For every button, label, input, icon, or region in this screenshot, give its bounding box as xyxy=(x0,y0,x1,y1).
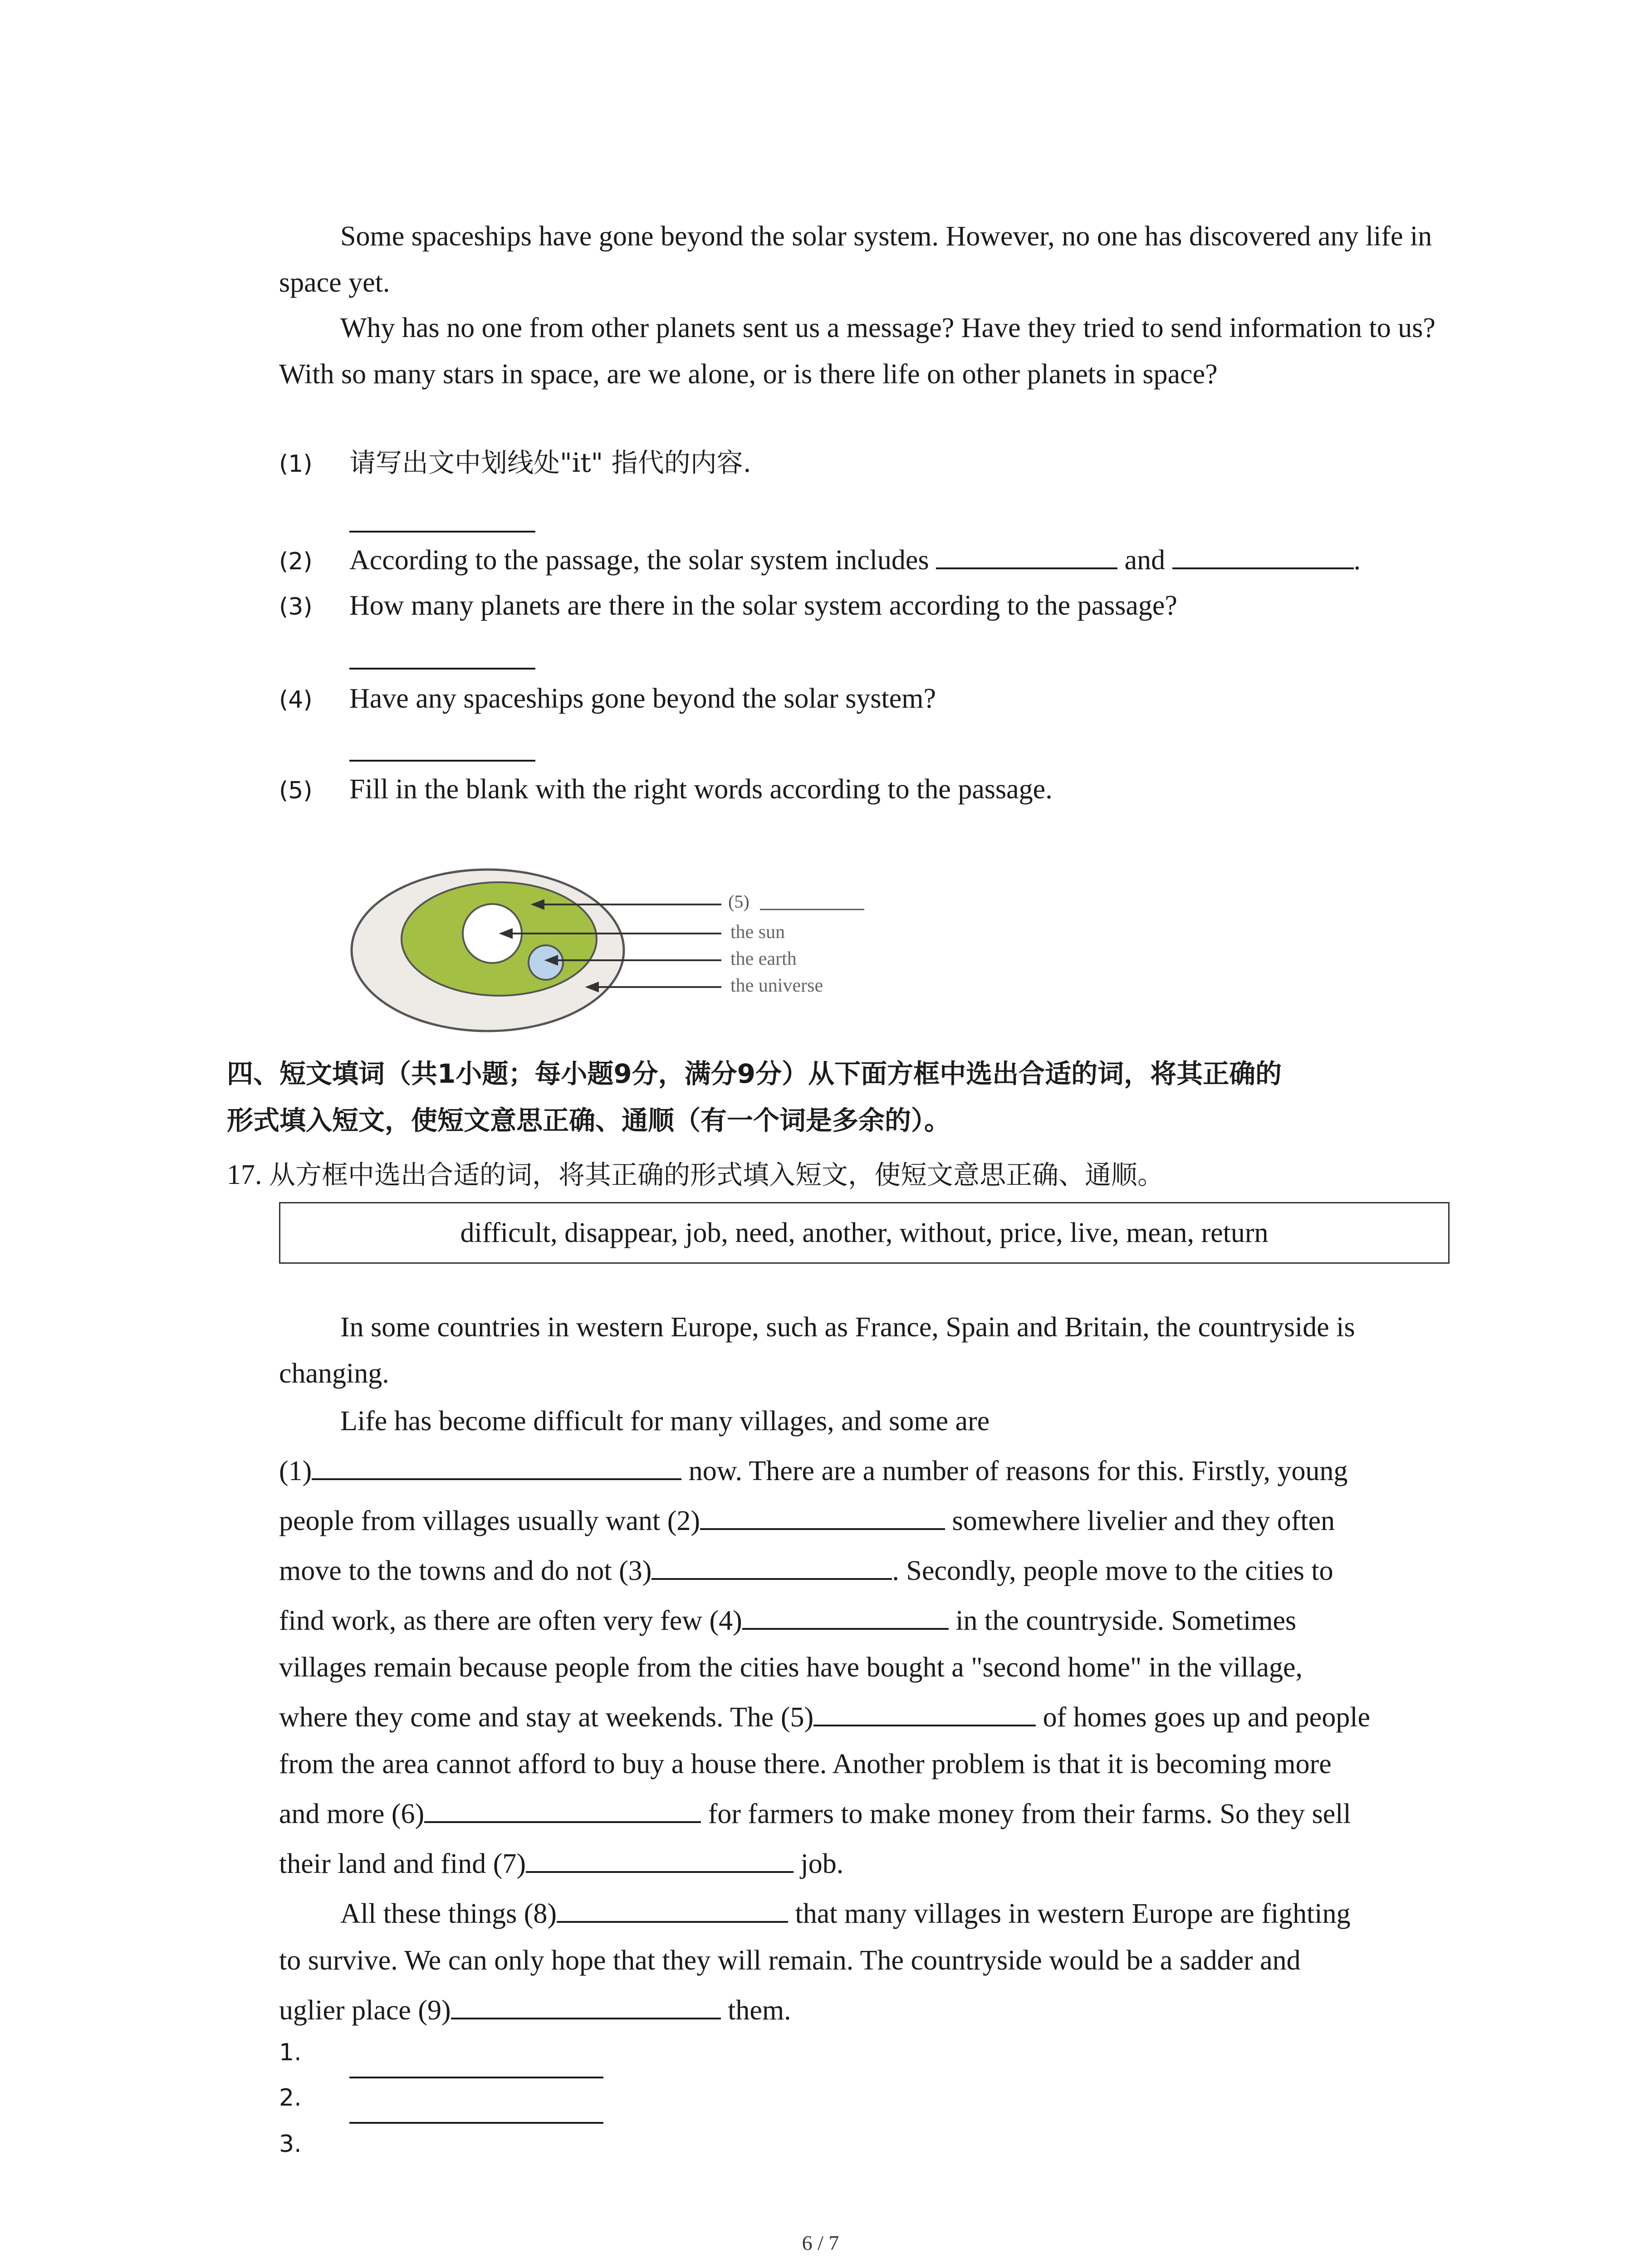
cloze-blank-7[interactable] xyxy=(526,1844,794,1873)
cloze-line-7: where they come and stay at weekends. The (5) of homes goes up and people xyxy=(279,1692,1450,1743)
solar-system-diagram xyxy=(349,864,880,1036)
answer-blank-q2a[interactable] xyxy=(936,540,1117,569)
cloze-blank-1[interactable] xyxy=(312,1451,681,1480)
item-17-instruction xyxy=(227,1152,1452,1198)
question-3 xyxy=(279,585,1468,627)
word-box xyxy=(279,1202,1450,1264)
answer-line-q4[interactable] xyxy=(349,760,535,762)
cloze-line-1: Life has become difficult for many villages, and some are xyxy=(340,1406,990,1437)
question-number: (3) xyxy=(279,593,313,621)
question-1 xyxy=(279,442,1468,484)
answer-line-q1[interactable] xyxy=(349,531,535,533)
question-number: (1) xyxy=(279,450,313,478)
question-4 xyxy=(279,678,1468,720)
cloze-line-10: their land and find (7) job. xyxy=(279,1838,1450,1889)
question-number: (2) xyxy=(279,548,313,575)
cloze-line-13: uglier place (9) them. xyxy=(279,1985,1450,2036)
diagram-label-5: (5) xyxy=(728,891,749,912)
cloze-blank-6[interactable] xyxy=(424,1794,701,1823)
cloze-blank-9[interactable] xyxy=(451,1990,721,2019)
diagram-label-sun: the sun xyxy=(730,922,785,943)
question-text: Have any spaceships gone beyond the solar system? xyxy=(349,683,936,714)
cloze-line-11: All these things (8) that many villages in western Europe are fighting xyxy=(279,1888,1450,1939)
question-2 xyxy=(279,540,1468,582)
cloze-blank-5[interactable] xyxy=(813,1697,1036,1726)
section-heading-line-1: 四、短文填词（共1小题；每小题9分，满分9分）从下面方框中选出合适的词，将其正确的 xyxy=(227,1058,1282,1089)
item-instruction: 从方框中选出合适的词，将其正确的形式填入短文，使短文意思正确、通顺。 xyxy=(269,1159,1164,1190)
diagram-label-universe: the universe xyxy=(730,975,823,996)
question-number: (5) xyxy=(279,777,313,804)
item-number: 17. xyxy=(227,1159,262,1190)
question-text: Fill in the blank with the right words according to the passage. xyxy=(349,774,1053,805)
question-number: (4) xyxy=(279,686,313,714)
answer-line-2[interactable] xyxy=(349,2122,603,2124)
cloze-line-2: (1) now. There are a number of reasons for this. Firstly, young xyxy=(279,1446,1450,1496)
cloze-line-4: move to the towns and do not (3) . Secondly, people move to the cities to xyxy=(279,1545,1450,1596)
cloze-blank-2[interactable] xyxy=(700,1501,945,1530)
question-text: How many planets are there in the solar system according to the passage? xyxy=(349,590,1177,621)
reading-paragraph-2: Why has no one from other planets sent us a message? Have they tried to send information to us? With so many stars in space, are we alone, or is there life on other planets in space? xyxy=(279,313,1435,390)
word-box-text: difficult, disappear, job, need, another, without, price, live, mean, return xyxy=(460,1217,1269,1248)
cloze-blank-3[interactable] xyxy=(652,1551,892,1580)
cloze-line-3: people from villages usually want (2) somewhere livelier and they often xyxy=(279,1496,1450,1546)
answer-number-2: 2. xyxy=(279,2084,302,2112)
cloze-line-9: and more (6) for farmers to make money from their farms. So they sell xyxy=(279,1789,1450,1839)
cloze-line-6: villages remain because people from the cities have bought a "second home" in the village, xyxy=(279,1652,1303,1683)
cloze-line-12: to survive. We can only hope that they will remain. The countryside would be a sadder and xyxy=(279,1945,1301,1976)
cloze-blank-4[interactable] xyxy=(742,1601,949,1630)
section-heading-line-2: 形式填入短文，使短文意思正确、通顺（有一个词是多余的）。 xyxy=(227,1105,951,1136)
cloze-blank-8[interactable] xyxy=(557,1894,788,1923)
answer-blank-q2b[interactable] xyxy=(1172,540,1354,569)
question-text: 请写出文中划线处"it" 指代的内容. xyxy=(349,447,752,478)
page-number: 6 / 7 xyxy=(802,2231,839,2254)
answer-line-1[interactable] xyxy=(349,2077,603,2078)
cloze-line-8: from the area cannot afford to buy a house there. Another problem is that it is becoming more xyxy=(279,1749,1332,1779)
cloze-paragraph-1: In some countries in western Europe, such as France, Spain and Britain, the countryside is changing. xyxy=(279,1312,1355,1389)
question-text-c: . xyxy=(1353,545,1361,576)
answer-number-3: 3. xyxy=(279,2131,302,2158)
question-text-b: and xyxy=(1124,545,1166,576)
diagram-label-earth: the earth xyxy=(730,948,797,969)
answer-number-1: 1. xyxy=(279,2039,302,2066)
reading-paragraph-1: Some spaceships have gone beyond the solar system. However, no one has discovered any life in space yet. xyxy=(279,221,1432,298)
question-5 xyxy=(279,769,1468,811)
question-text-a: According to the passage, the solar system includes xyxy=(349,545,929,576)
answer-line-q3[interactable] xyxy=(349,668,535,670)
cloze-line-5: find work, as there are often very few (4) in the countryside. Sometimes xyxy=(279,1595,1450,1646)
